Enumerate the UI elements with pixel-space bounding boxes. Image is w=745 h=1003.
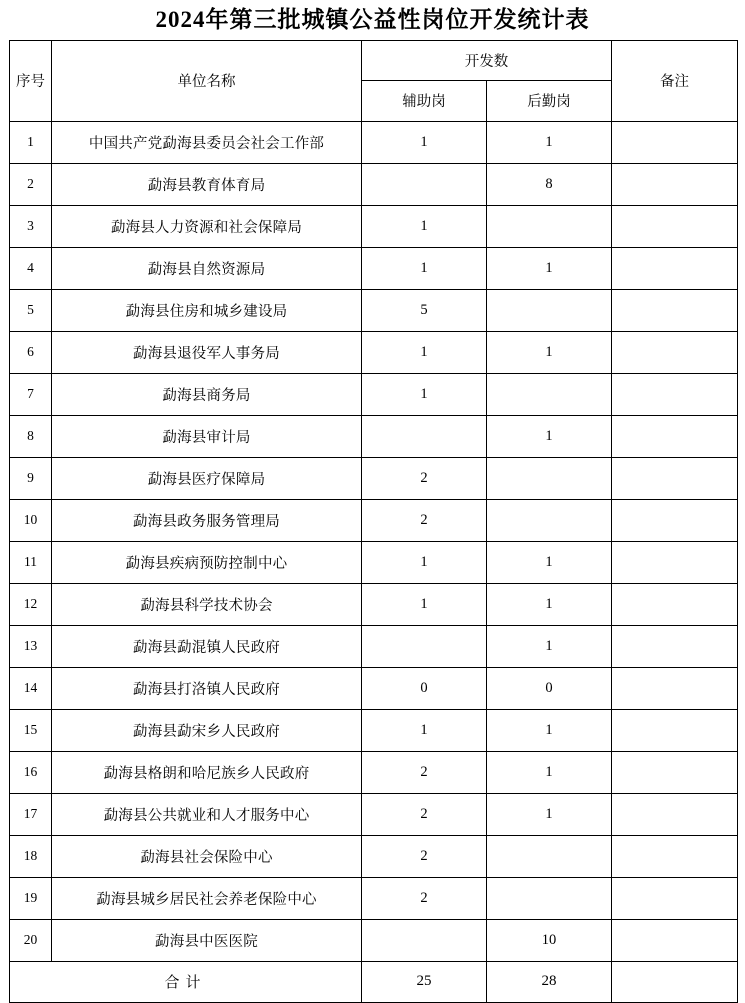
cell-aux: 1 — [362, 205, 487, 247]
table-row — [10, 415, 738, 457]
cell-log: 1 — [487, 415, 612, 457]
header-row-1 — [10, 40, 738, 81]
cell-unit: 勐海县格朗和哈尼族乡人民政府 — [52, 751, 362, 793]
cell-unit: 勐海县审计局 — [52, 415, 362, 457]
cell-log: 1 — [487, 751, 612, 793]
cell-seq: 20 — [10, 919, 52, 961]
cell-aux: 1 — [362, 709, 487, 751]
column-header-develop-group: 开发数 — [362, 40, 612, 81]
cell-unit: 勐海县科学技术协会 — [52, 583, 362, 625]
cell-unit: 勐海县勐宋乡人民政府 — [52, 709, 362, 751]
cell-log: 1 — [487, 583, 612, 625]
cell-note — [612, 205, 738, 247]
total-log: 28 — [487, 961, 612, 1002]
cell-seq: 19 — [10, 877, 52, 919]
table-row — [10, 583, 738, 625]
column-header-note: 备注 — [612, 40, 738, 121]
cell-unit: 勐海县人力资源和社会保障局 — [52, 205, 362, 247]
cell-log: 8 — [487, 163, 612, 205]
cell-aux: 2 — [362, 835, 487, 877]
cell-seq: 9 — [10, 457, 52, 499]
cell-aux: 1 — [362, 541, 487, 583]
cell-unit: 中国共产党勐海县委员会社会工作部 — [52, 121, 362, 163]
cell-aux: 1 — [362, 247, 487, 289]
cell-aux: 2 — [362, 877, 487, 919]
cell-log — [487, 289, 612, 331]
table-row — [10, 247, 738, 289]
table-row — [10, 163, 738, 205]
cell-seq: 16 — [10, 751, 52, 793]
cell-unit: 勐海县疾病预防控制中心 — [52, 541, 362, 583]
cell-aux: 0 — [362, 667, 487, 709]
cell-seq: 8 — [10, 415, 52, 457]
cell-seq: 17 — [10, 793, 52, 835]
cell-aux: 1 — [362, 373, 487, 415]
cell-note — [612, 499, 738, 541]
total-label: 合计 — [10, 961, 362, 1002]
cell-aux — [362, 415, 487, 457]
cell-seq: 6 — [10, 331, 52, 373]
cell-aux: 2 — [362, 751, 487, 793]
cell-aux: 1 — [362, 583, 487, 625]
cell-note — [612, 793, 738, 835]
cell-aux — [362, 625, 487, 667]
table-row — [10, 331, 738, 373]
cell-log: 10 — [487, 919, 612, 961]
cell-seq: 13 — [10, 625, 52, 667]
cell-note — [612, 373, 738, 415]
cell-seq: 5 — [10, 289, 52, 331]
cell-seq: 15 — [10, 709, 52, 751]
cell-note — [612, 331, 738, 373]
cell-unit: 勐海县公共就业和人才服务中心 — [52, 793, 362, 835]
table-row — [10, 877, 738, 919]
table-row — [10, 709, 738, 751]
cell-log: 1 — [487, 331, 612, 373]
table-row — [10, 541, 738, 583]
cell-log: 0 — [487, 667, 612, 709]
table-row — [10, 625, 738, 667]
cell-aux: 1 — [362, 121, 487, 163]
cell-note — [612, 583, 738, 625]
cell-seq: 10 — [10, 499, 52, 541]
cell-unit: 勐海县城乡居民社会养老保险中心 — [52, 877, 362, 919]
cell-note — [612, 289, 738, 331]
cell-unit: 勐海县打洛镇人民政府 — [52, 667, 362, 709]
cell-unit: 勐海县教育体育局 — [52, 163, 362, 205]
cell-log: 1 — [487, 709, 612, 751]
column-header-logistics-post: 后勤岗 — [487, 81, 612, 122]
cell-seq: 18 — [10, 835, 52, 877]
table-row — [10, 289, 738, 331]
table-footer — [10, 961, 738, 1002]
statistics-table — [9, 40, 738, 1003]
cell-note — [612, 919, 738, 961]
table-row — [10, 667, 738, 709]
cell-aux: 2 — [362, 793, 487, 835]
cell-note — [612, 121, 738, 163]
cell-log — [487, 835, 612, 877]
cell-unit: 勐海县社会保险中心 — [52, 835, 362, 877]
cell-note — [612, 457, 738, 499]
cell-unit: 勐海县医疗保障局 — [52, 457, 362, 499]
cell-log — [487, 877, 612, 919]
cell-note — [612, 709, 738, 751]
cell-unit: 勐海县自然资源局 — [52, 247, 362, 289]
table-row — [10, 499, 738, 541]
cell-aux: 5 — [362, 289, 487, 331]
cell-note — [612, 541, 738, 583]
cell-log: 1 — [487, 121, 612, 163]
table-row — [10, 205, 738, 247]
cell-log: 1 — [487, 793, 612, 835]
table-row — [10, 457, 738, 499]
cell-note — [612, 667, 738, 709]
cell-note — [612, 415, 738, 457]
table-row — [10, 793, 738, 835]
table-body — [10, 121, 738, 961]
table-row — [10, 373, 738, 415]
column-header-aux-post: 辅助岗 — [362, 81, 487, 122]
cell-note — [612, 247, 738, 289]
cell-unit: 勐海县退役军人事务局 — [52, 331, 362, 373]
cell-unit: 勐海县中医医院 — [52, 919, 362, 961]
cell-seq: 12 — [10, 583, 52, 625]
table-row — [10, 751, 738, 793]
cell-log: 1 — [487, 541, 612, 583]
cell-unit: 勐海县住房和城乡建设局 — [52, 289, 362, 331]
cell-seq: 14 — [10, 667, 52, 709]
cell-unit: 勐海县勐混镇人民政府 — [52, 625, 362, 667]
table-row — [10, 835, 738, 877]
total-row — [10, 961, 738, 1002]
cell-note — [612, 625, 738, 667]
page-title: 2024年第三批城镇公益性岗位开发统计表 — [155, 7, 590, 32]
cell-aux — [362, 919, 487, 961]
table-row — [10, 919, 738, 961]
cell-seq: 11 — [10, 541, 52, 583]
cell-aux: 2 — [362, 499, 487, 541]
cell-note — [612, 163, 738, 205]
cell-seq: 4 — [10, 247, 52, 289]
cell-seq: 7 — [10, 373, 52, 415]
cell-log — [487, 457, 612, 499]
column-header-unit: 单位名称 — [52, 40, 362, 121]
cell-seq: 3 — [10, 205, 52, 247]
cell-note — [612, 835, 738, 877]
column-header-seq: 序号 — [10, 40, 52, 121]
cell-seq: 1 — [10, 121, 52, 163]
cell-seq: 2 — [10, 163, 52, 205]
total-aux: 25 — [362, 961, 487, 1002]
cell-log — [487, 373, 612, 415]
cell-aux: 1 — [362, 331, 487, 373]
cell-unit: 勐海县政务服务管理局 — [52, 499, 362, 541]
cell-unit: 勐海县商务局 — [52, 373, 362, 415]
cell-log — [487, 205, 612, 247]
total-note — [612, 961, 738, 1002]
table-header — [10, 40, 738, 121]
table-row — [10, 121, 738, 163]
cell-aux — [362, 163, 487, 205]
cell-note — [612, 751, 738, 793]
cell-aux: 2 — [362, 457, 487, 499]
cell-log: 1 — [487, 247, 612, 289]
cell-log: 1 — [487, 625, 612, 667]
cell-log — [487, 499, 612, 541]
cell-note — [612, 877, 738, 919]
